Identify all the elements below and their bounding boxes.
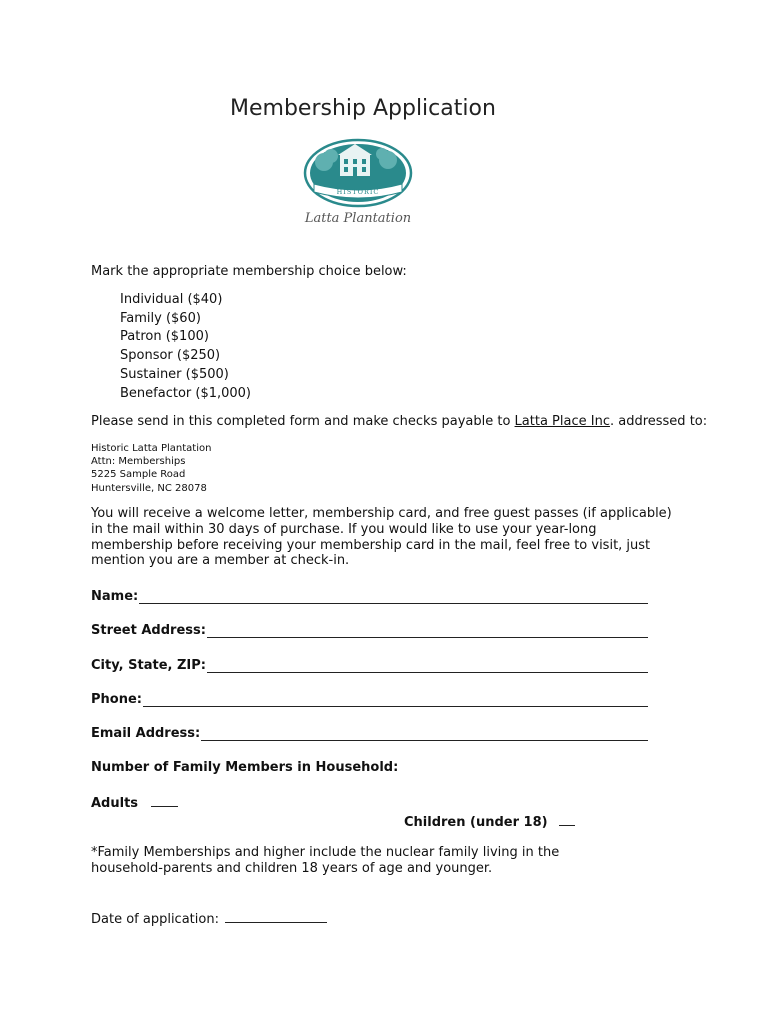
send-after: . addressed to: [609, 414, 708, 429]
street-address-input-line[interactable] [207, 625, 648, 638]
phone-label: Phone: [91, 692, 142, 707]
phone-input-line[interactable] [143, 694, 648, 707]
children-input-line[interactable] [559, 813, 575, 826]
payee-name: Latta Place Inc [514, 414, 610, 429]
children-field[interactable] [404, 813, 575, 830]
intro-text: Mark the appropriate membership choice below: [91, 264, 407, 279]
street-address-label: Street Address: [91, 623, 206, 638]
option-benefactor[interactable]: Benefactor ($1,000) [120, 385, 252, 401]
option-sponsor[interactable]: Sponsor ($250) [120, 348, 221, 364]
email-address-label: Email Address: [91, 726, 201, 741]
city-state-zip-input-line[interactable] [207, 660, 648, 673]
option-sustainer[interactable]: Sustainer ($500) [120, 366, 229, 382]
send-before: Please send in this completed form and make checks payable to [91, 414, 515, 429]
address-line: Historic Latta Plantation [91, 443, 212, 454]
membership-options [120, 291, 251, 403]
adults-field[interactable] [91, 794, 178, 811]
address-line: Attn: Memberships [91, 456, 186, 468]
logo-banner-text: HISTORIC [336, 188, 380, 196]
welcome-paragraph: You will receive a welcome letter, membership card, and free guest passes (if applicable) in the mail within 30 days of purchase. If you would like to use your year-long membership before receiving your membership card in the mail, feel free to visit, just mention you are a member at check-in. [91, 506, 672, 569]
date-label: Date of application: [91, 912, 219, 927]
option-individual[interactable]: Individual ($40) [120, 292, 223, 307]
children-label: Children (under 18) [404, 815, 548, 830]
city-state-zip-field[interactable] [91, 658, 648, 673]
street-address-field[interactable] [91, 623, 648, 638]
adults-label: Adults [91, 796, 139, 811]
email-address-field[interactable] [91, 726, 648, 741]
logo-script-text: Latta Plantation [304, 211, 412, 226]
phone-field[interactable] [91, 692, 648, 707]
name-input-line[interactable] [139, 591, 648, 604]
name-label: Name: [91, 589, 139, 604]
address-line: 5225 Sample Road [91, 469, 186, 481]
send-instructions [91, 414, 707, 429]
name-field[interactable] [91, 589, 648, 604]
page-title: Membership Application [230, 96, 496, 121]
address-line: Huntersville, NC 28078 [91, 482, 207, 494]
date-input-line[interactable] [225, 910, 327, 923]
date-field[interactable] [91, 910, 327, 927]
city-state-zip-label: City, State, ZIP: [91, 658, 206, 673]
adults-input-line[interactable] [151, 794, 178, 807]
option-family[interactable]: Family ($60) [120, 310, 201, 326]
latta-plantation-logo [298, 134, 420, 230]
household-heading: Number of Family Members in Household: [91, 760, 399, 775]
option-patron[interactable]: Patron ($100) [120, 329, 209, 345]
family-membership-note: *Family Memberships and higher include the nuclear family living in the household-parents and children 18 years of age and younger. [91, 845, 560, 876]
email-address-input-line[interactable] [201, 728, 648, 741]
mailing-address [91, 442, 211, 495]
